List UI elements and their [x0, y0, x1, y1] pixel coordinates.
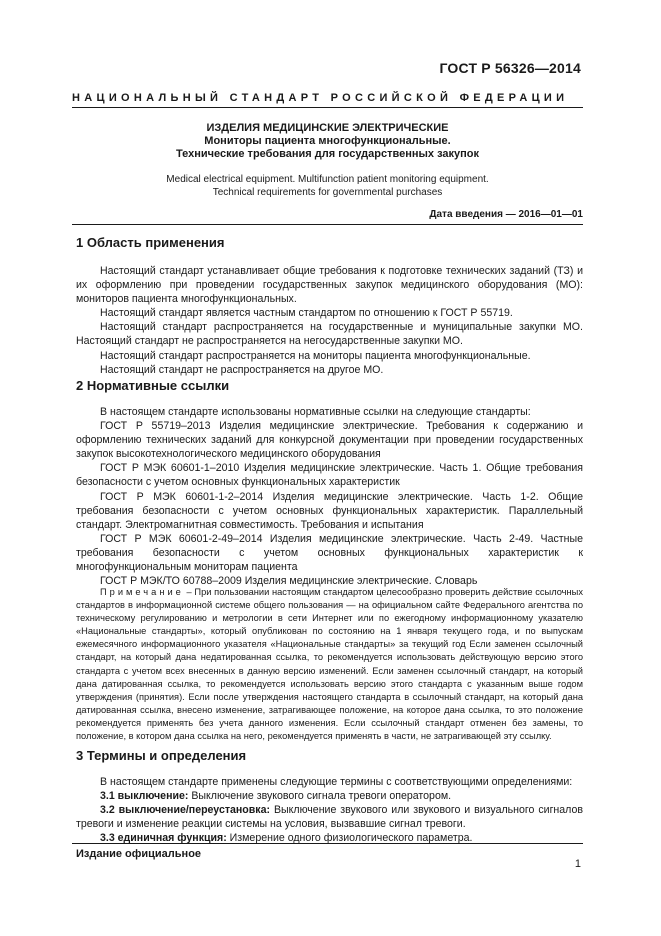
term-definition — [76, 803, 583, 831]
paragraph: Настоящий стандарт является частным стандартом по отношению к ГОСТ Р 55719. — [100, 307, 513, 320]
paragraph: Настоящий стандарт распространяется на мониторы пациента многофункциональные. — [100, 349, 531, 362]
header-divider — [72, 224, 583, 225]
definition: Измерение одного физиологического параметра. — [226, 832, 473, 845]
note-label: Примечание — [100, 587, 184, 597]
term: 3.1 выключение: — [100, 790, 189, 803]
term-definition — [76, 789, 583, 803]
edition-label: Издание официальное — [76, 848, 202, 860]
paragraph: Настоящий стандарт распространяется на государственные и муниципальные закупки МО. Настоящий стандарт не распространяется на негосударственные закупки МО. — [76, 321, 583, 348]
references-note — [76, 586, 583, 743]
section-2-heading: 2 Нормативные ссылки — [76, 378, 230, 393]
note-paragraph — [76, 586, 583, 743]
english-title-line-2: Technical requirements for governmental purchases — [212, 187, 443, 198]
section-3-heading: 3 Термины и определения — [76, 748, 247, 763]
paragraph: Настоящий стандарт устанавливает общие требования к подготовке технических заданий (ТЗ) и их оформлению при проведении государственных закупок медицинского оборудования (МО): мониторов пациента многофункциональных. — [76, 265, 583, 306]
document-number: ГОСТ Р 56326—2014 — [439, 60, 581, 76]
title-line-2: Мониторы пациента многофункциональные. — [204, 135, 451, 147]
english-title — [72, 173, 583, 199]
definition: Выключение звукового сигнала тревоги оператором. — [188, 790, 452, 803]
reference-item: ГОСТ Р МЭК 60601-2-49–2014 Изделия медицинские электрические. Часть 2-49. Частные требования безопасности с учетом основных функциональных характеристик к многофункциональным мониторам пациента — [76, 532, 583, 574]
reference-item: ГОСТ Р МЭК 60601-1-2–2014 Изделия медицинские электрические. Часть 1-2. Общие требования безопасности с учетом основных функциональных характеристик. Параллельный стандарт. Электромагнитная совместимость. Требования и испытания — [76, 490, 583, 531]
section-3-body — [76, 775, 583, 845]
title-line-3: Технические требования для государственных закупок — [175, 148, 480, 160]
english-title-line-1: Medical electrical equipment. Multifunction patient monitoring equipment. — [166, 174, 489, 185]
introduction-date: Дата введения — 2016—01—01 — [429, 209, 583, 220]
section-2-body — [76, 405, 583, 588]
paragraph: Настоящий стандарт не распространяется на другое МО. — [100, 363, 384, 376]
document-title — [72, 122, 583, 161]
note-text: – При пользовании настоящим стандартом целесообразно проверить действие ссылочных стандартов в информационной системе общего пользования — на официальном сайте Федерального агентства по техническому регулированию и метрологии в сети Интернет или по ежегодному информационному указателю «Национальные стандарты», который опубликован по состоянию на 1 января текущего года, и по выпускам ежемесячного информационного указателя «Национальные стандарты» за текущий год Если заменен ссылочный стандарт, на который дана недатированная ссылка, то рекомендуется использовать действующую версию этого стандарта с учетом всех внесенных в данную версию изменений. Если заменен ссылочный стандарт, на который дана датированная ссылка, то рекомендуется использовать версию этого стандарта с указанным выше годом утверждения (принятия). Если после утверждения настоящего стандарта в ссылочный стандарт, на который дана датированная ссылка, внесено изменение, затрагивающее положение, на которое дана ссылка, то это положение рекомендуется применять без учета данного изменения. Если ссылочный стандарт отменен без замены, то положение, в котором дана ссылка на него, рекомендуется применять в части, не затрагивающей эту ссылку. — [76, 587, 583, 742]
term: 3.3 единичная функция: — [100, 832, 227, 845]
reference-item: ГОСТ Р 55719–2013 Изделия медицинские электрические. Требования к содержанию и оформлению технических заданий для конкурсной документации при проведении государственных закупок высокотехнологического медицинского оборудования — [76, 420, 583, 461]
section-1-body — [76, 264, 583, 377]
national-standard-banner: НАЦИОНАЛЬНЫЙ СТАНДАРТ РОССИЙСКОЙ ФЕДЕРАЦИИ — [72, 92, 583, 108]
paragraph: В настоящем стандарте применены следующие термины с соответствующими определениями: — [100, 776, 573, 788]
reference-item: ГОСТ Р МЭК 60601-1–2010 Изделия медицинские электрические. Часть 1. Общие требования безопасности с учетом основных функциональных характеристик — [76, 462, 583, 489]
section-1-heading: 1 Область применения — [76, 235, 225, 250]
term: 3.2 выключение/переустановка: — [100, 804, 271, 817]
title-line-1: ИЗДЕЛИЯ МЕДИЦИНСКИЕ ЭЛЕКТРИЧЕСКИЕ — [206, 122, 449, 134]
definition: Выключение звукового или звукового и визуального сигналов тревоги и изменение реакции системы на условия, вызвавшие сигнал тревоги. — [76, 804, 583, 831]
page-number: 1 — [574, 858, 581, 870]
reference-item: ГОСТ Р МЭК/ТО 60788–2009 Изделия медицинские электрические. Словарь — [100, 575, 478, 588]
footer-divider — [72, 843, 583, 844]
paragraph: В настоящем стандарте использованы нормативные ссылки на следующие стандарты: — [100, 406, 531, 418]
